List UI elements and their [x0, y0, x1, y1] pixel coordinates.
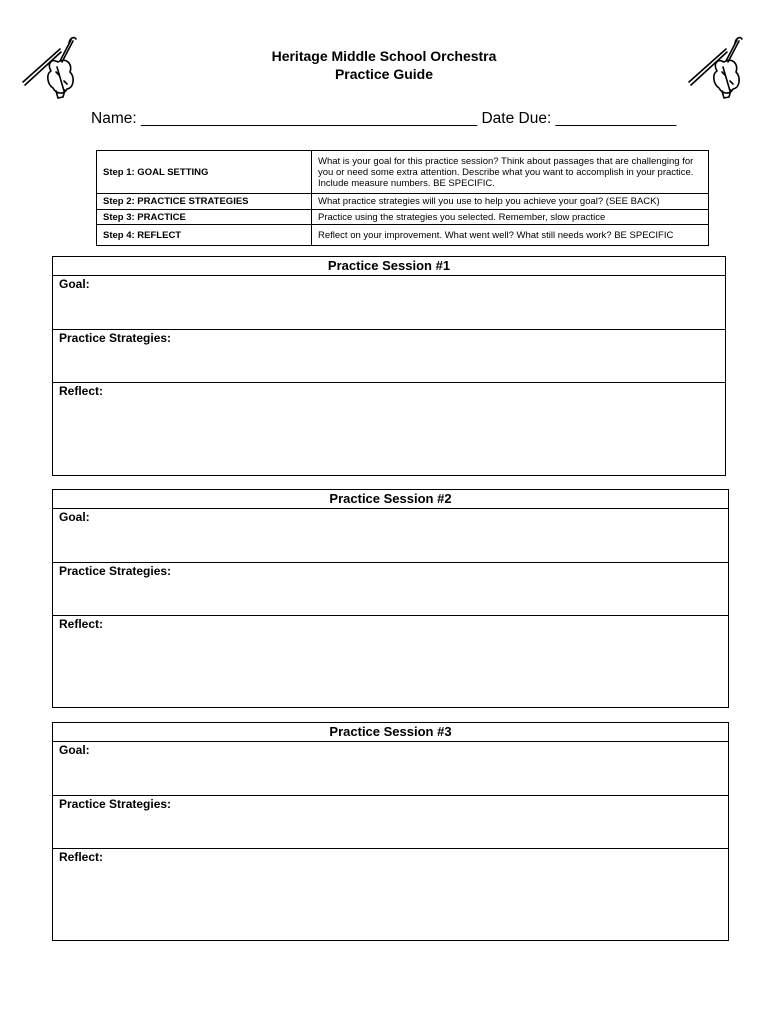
- name-field[interactable]: _______________________________________: [140, 110, 478, 127]
- title-line-2: Practice Guide: [334, 66, 434, 82]
- step-label: Step 4: REFLECT: [97, 225, 312, 246]
- goal-label: Goal:: [59, 510, 90, 524]
- reflect-field[interactable]: [53, 849, 728, 940]
- practice-session-1: [52, 256, 726, 476]
- session-title: Practice Session #2: [53, 490, 728, 509]
- reflect-label: Reflect:: [59, 384, 104, 398]
- reflect-field[interactable]: [53, 616, 728, 707]
- step-label: Step 1: GOAL SETTING: [97, 151, 312, 194]
- page-title: [0, 47, 768, 83]
- steps-table: [96, 150, 709, 246]
- reflect-field[interactable]: [53, 383, 725, 475]
- practice-session-3: [52, 722, 729, 941]
- date-due-field[interactable]: ______________: [555, 110, 677, 127]
- step-description: What is your goal for this practice session? Think about passages that are challenging for you or need some extra attention. Describe what you want to accomplish in your practice. Include measure numbers. BE SPECIFIC.: [312, 151, 709, 194]
- practice-strategies-field[interactable]: [53, 563, 728, 616]
- date-due-label: Date Due:: [481, 110, 552, 127]
- practice-strategies-label: Practice Strategies:: [59, 797, 172, 811]
- reflect-label: Reflect:: [59, 617, 104, 631]
- step-row: [97, 210, 709, 225]
- reflect-label: Reflect:: [59, 850, 104, 864]
- name-label: Name:: [91, 110, 137, 127]
- step-row: [97, 225, 709, 246]
- step-row: [97, 151, 709, 194]
- goal-label: Goal:: [59, 277, 90, 291]
- goal-field[interactable]: [53, 276, 725, 330]
- practice-strategies-label: Practice Strategies:: [59, 331, 172, 345]
- goal-label: Goal:: [59, 743, 90, 757]
- practice-strategies-label: Practice Strategies:: [59, 564, 172, 578]
- practice-strategies-field[interactable]: [53, 796, 728, 849]
- title-line-1: Heritage Middle School Orchestra: [271, 48, 497, 64]
- practice-strategies-field[interactable]: [53, 330, 725, 383]
- practice-session-2: [52, 489, 729, 708]
- step-description: Practice using the strategies you selected. Remember, slow practice: [312, 210, 709, 225]
- session-title: Practice Session #1: [53, 257, 725, 276]
- name-date-line: [91, 110, 676, 128]
- step-label: Step 2: PRACTICE STRATEGIES: [97, 194, 312, 210]
- session-title: Practice Session #3: [53, 723, 728, 742]
- step-description: What practice strategies will you use to help you achieve your goal? (SEE BACK): [312, 194, 709, 210]
- goal-field[interactable]: [53, 509, 728, 563]
- step-label: Step 3: PRACTICE: [97, 210, 312, 225]
- step-row: [97, 194, 709, 210]
- goal-field[interactable]: [53, 742, 728, 796]
- step-description: Reflect on your improvement. What went well? What still needs work? BE SPECIFIC: [312, 225, 709, 246]
